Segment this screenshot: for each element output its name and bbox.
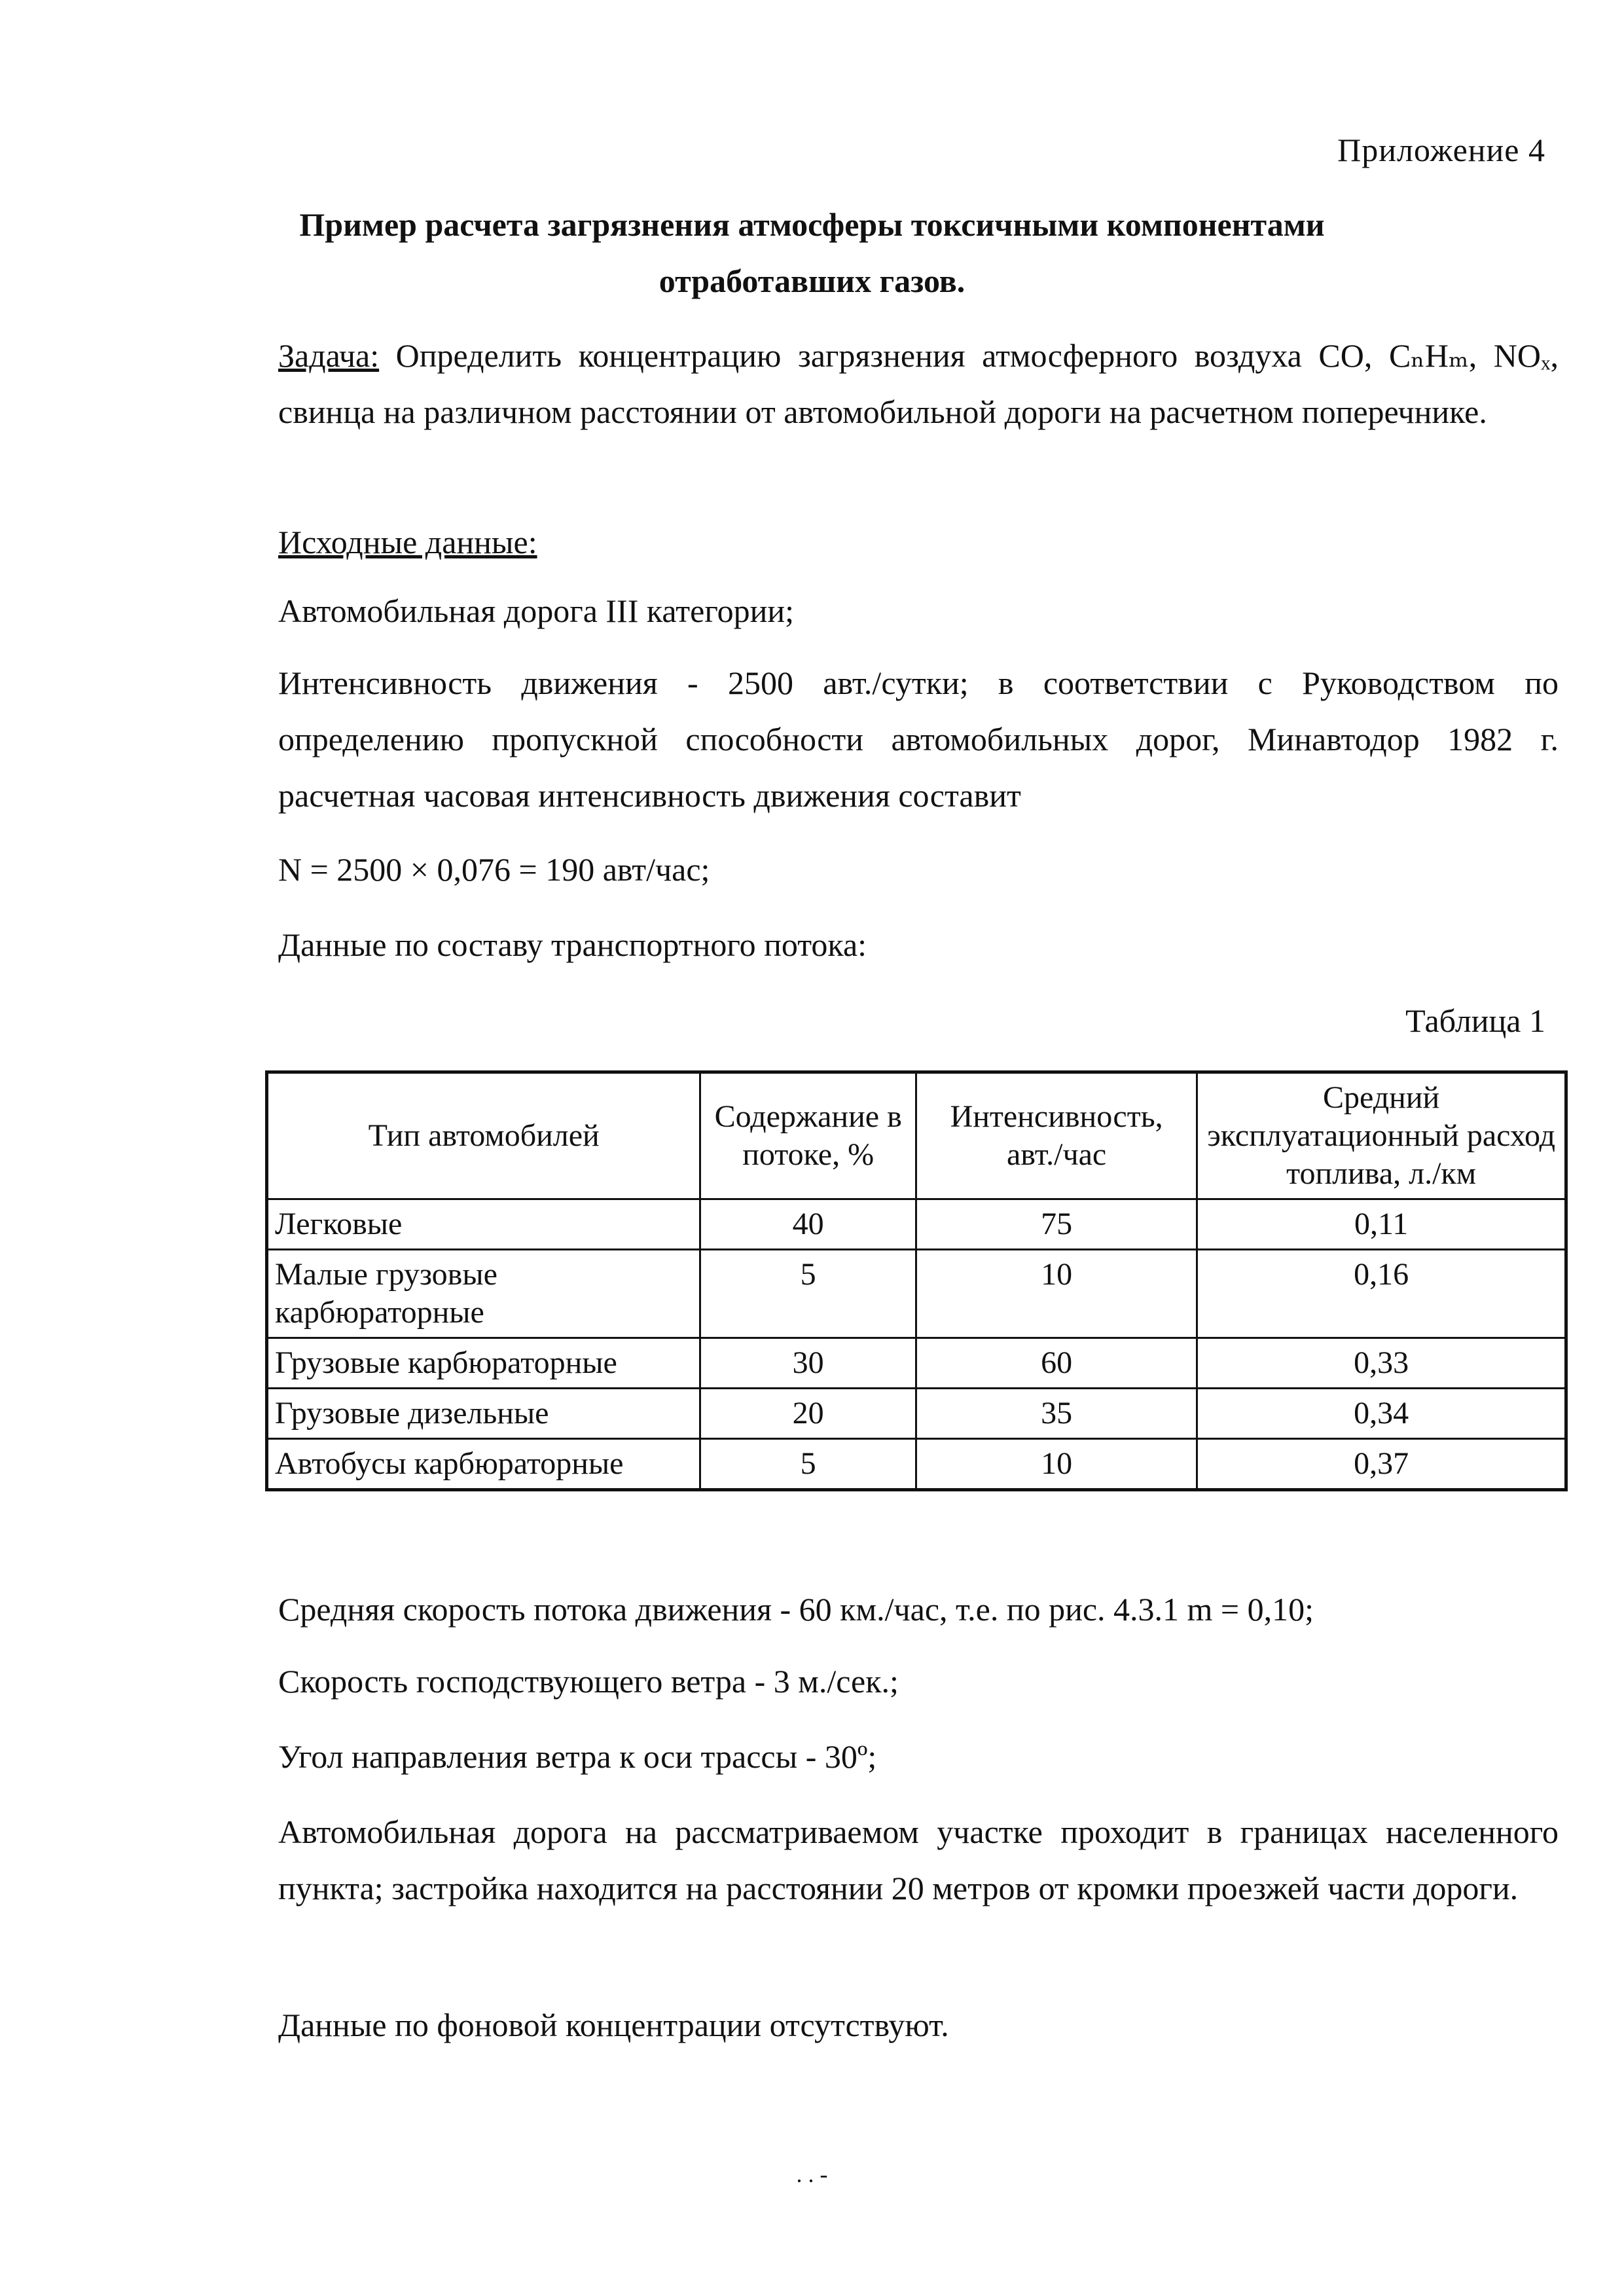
table-row (267, 1439, 1566, 1490)
cell-intensity: 10 (916, 1250, 1197, 1338)
flow-speed-text: Средняя скорость потока движения - 60 км./час, т.е. по рис. 4.3.1 m = 0,10; (278, 1591, 1314, 1628)
initial-data-heading-text: Исходные данные: (278, 524, 537, 560)
road-location-paragraph: Автомобильная дорога на рассматриваемом участке проходит в границах населенного пункта; застройка находится на расстоянии 20 метров от кромки проезжей части дороги. (278, 1813, 1559, 1906)
cell-intensity: 10 (916, 1439, 1197, 1490)
cell-fuel: 0,34 (1197, 1389, 1566, 1439)
task-label: Задача: (278, 337, 380, 374)
table-row (267, 1389, 1566, 1439)
wind-speed-text: Скорость господствующего ветра - 3 м./сек.; (278, 1663, 899, 1700)
cell-share: 20 (700, 1389, 916, 1439)
composition-intro: Данные по составу транспортного потока: (278, 926, 867, 963)
cell-intensity: 60 (916, 1338, 1197, 1389)
page-number: . . - (796, 2161, 828, 2187)
intensity-paragraph: Интенсивность движения - 2500 авт./сутки; в соответствии с Руководством по определению пропускной способности автомобильных дорог, Минавтодор 1982 г. расчетная часовая интенсивность движения составит (278, 665, 1559, 814)
cell-fuel: 0,11 (1197, 1199, 1566, 1250)
table-row (267, 1250, 1566, 1338)
appendix-label: Приложение 4 (1337, 132, 1545, 168)
initial-data-heading (278, 514, 1559, 570)
title-line-1: Пример расчета загрязнения атмосферы токсичными компонентами (299, 206, 1325, 243)
table-header-row (267, 1072, 1566, 1199)
title-line-2: отработавших газов. (659, 263, 965, 299)
intensity-formula: N = 2500 × 0,076 = 190 авт/час; (278, 851, 710, 888)
cell-type: Грузовые карбюраторные (267, 1338, 700, 1389)
cell-fuel: 0,33 (1197, 1338, 1566, 1389)
header-vehicle-type: Тип автомобилей (267, 1072, 700, 1199)
cell-type: Грузовые дизельные (267, 1389, 700, 1439)
cell-share: 5 (700, 1439, 916, 1490)
cell-intensity: 35 (916, 1389, 1197, 1439)
background-concentration-text: Данные по фоновой концентрации отсутствуют. (278, 2007, 949, 2043)
cell-intensity: 75 (916, 1199, 1197, 1250)
road-category-text: Автомобильная дорога III категории; (278, 592, 794, 629)
wind-angle-text: Угол направления ветра к оси трассы - 30º; (278, 1738, 877, 1775)
table-caption: Таблица 1 (1405, 1002, 1545, 1039)
header-fuel: Средний эксплуатационный расход топлива, л./км (1197, 1072, 1566, 1199)
document-title (0, 196, 1624, 309)
cell-share: 30 (700, 1338, 916, 1389)
cell-fuel: 0,37 (1197, 1439, 1566, 1490)
task-text: Определить концентрацию загрязнения атмосферного воздуха CO, CₙHₘ, NOₓ, свинца на различном расстоянии от автомобильной дороги на расчетном поперечнике. (278, 337, 1559, 430)
cell-share: 40 (700, 1199, 916, 1250)
header-intensity: Интенсивность, авт./час (916, 1072, 1197, 1199)
traffic-composition-table (265, 1070, 1568, 1491)
header-share: Содержание в потоке, % (700, 1072, 916, 1199)
cell-type: Малые грузовые карбюраторные (267, 1250, 700, 1338)
table-row (267, 1199, 1566, 1250)
cell-share: 5 (700, 1250, 916, 1338)
cell-type: Легковые (267, 1199, 700, 1250)
table-row (267, 1338, 1566, 1389)
task-paragraph (278, 327, 1559, 440)
cell-fuel: 0,16 (1197, 1250, 1566, 1338)
cell-type: Автобусы карбюраторные (267, 1439, 700, 1490)
